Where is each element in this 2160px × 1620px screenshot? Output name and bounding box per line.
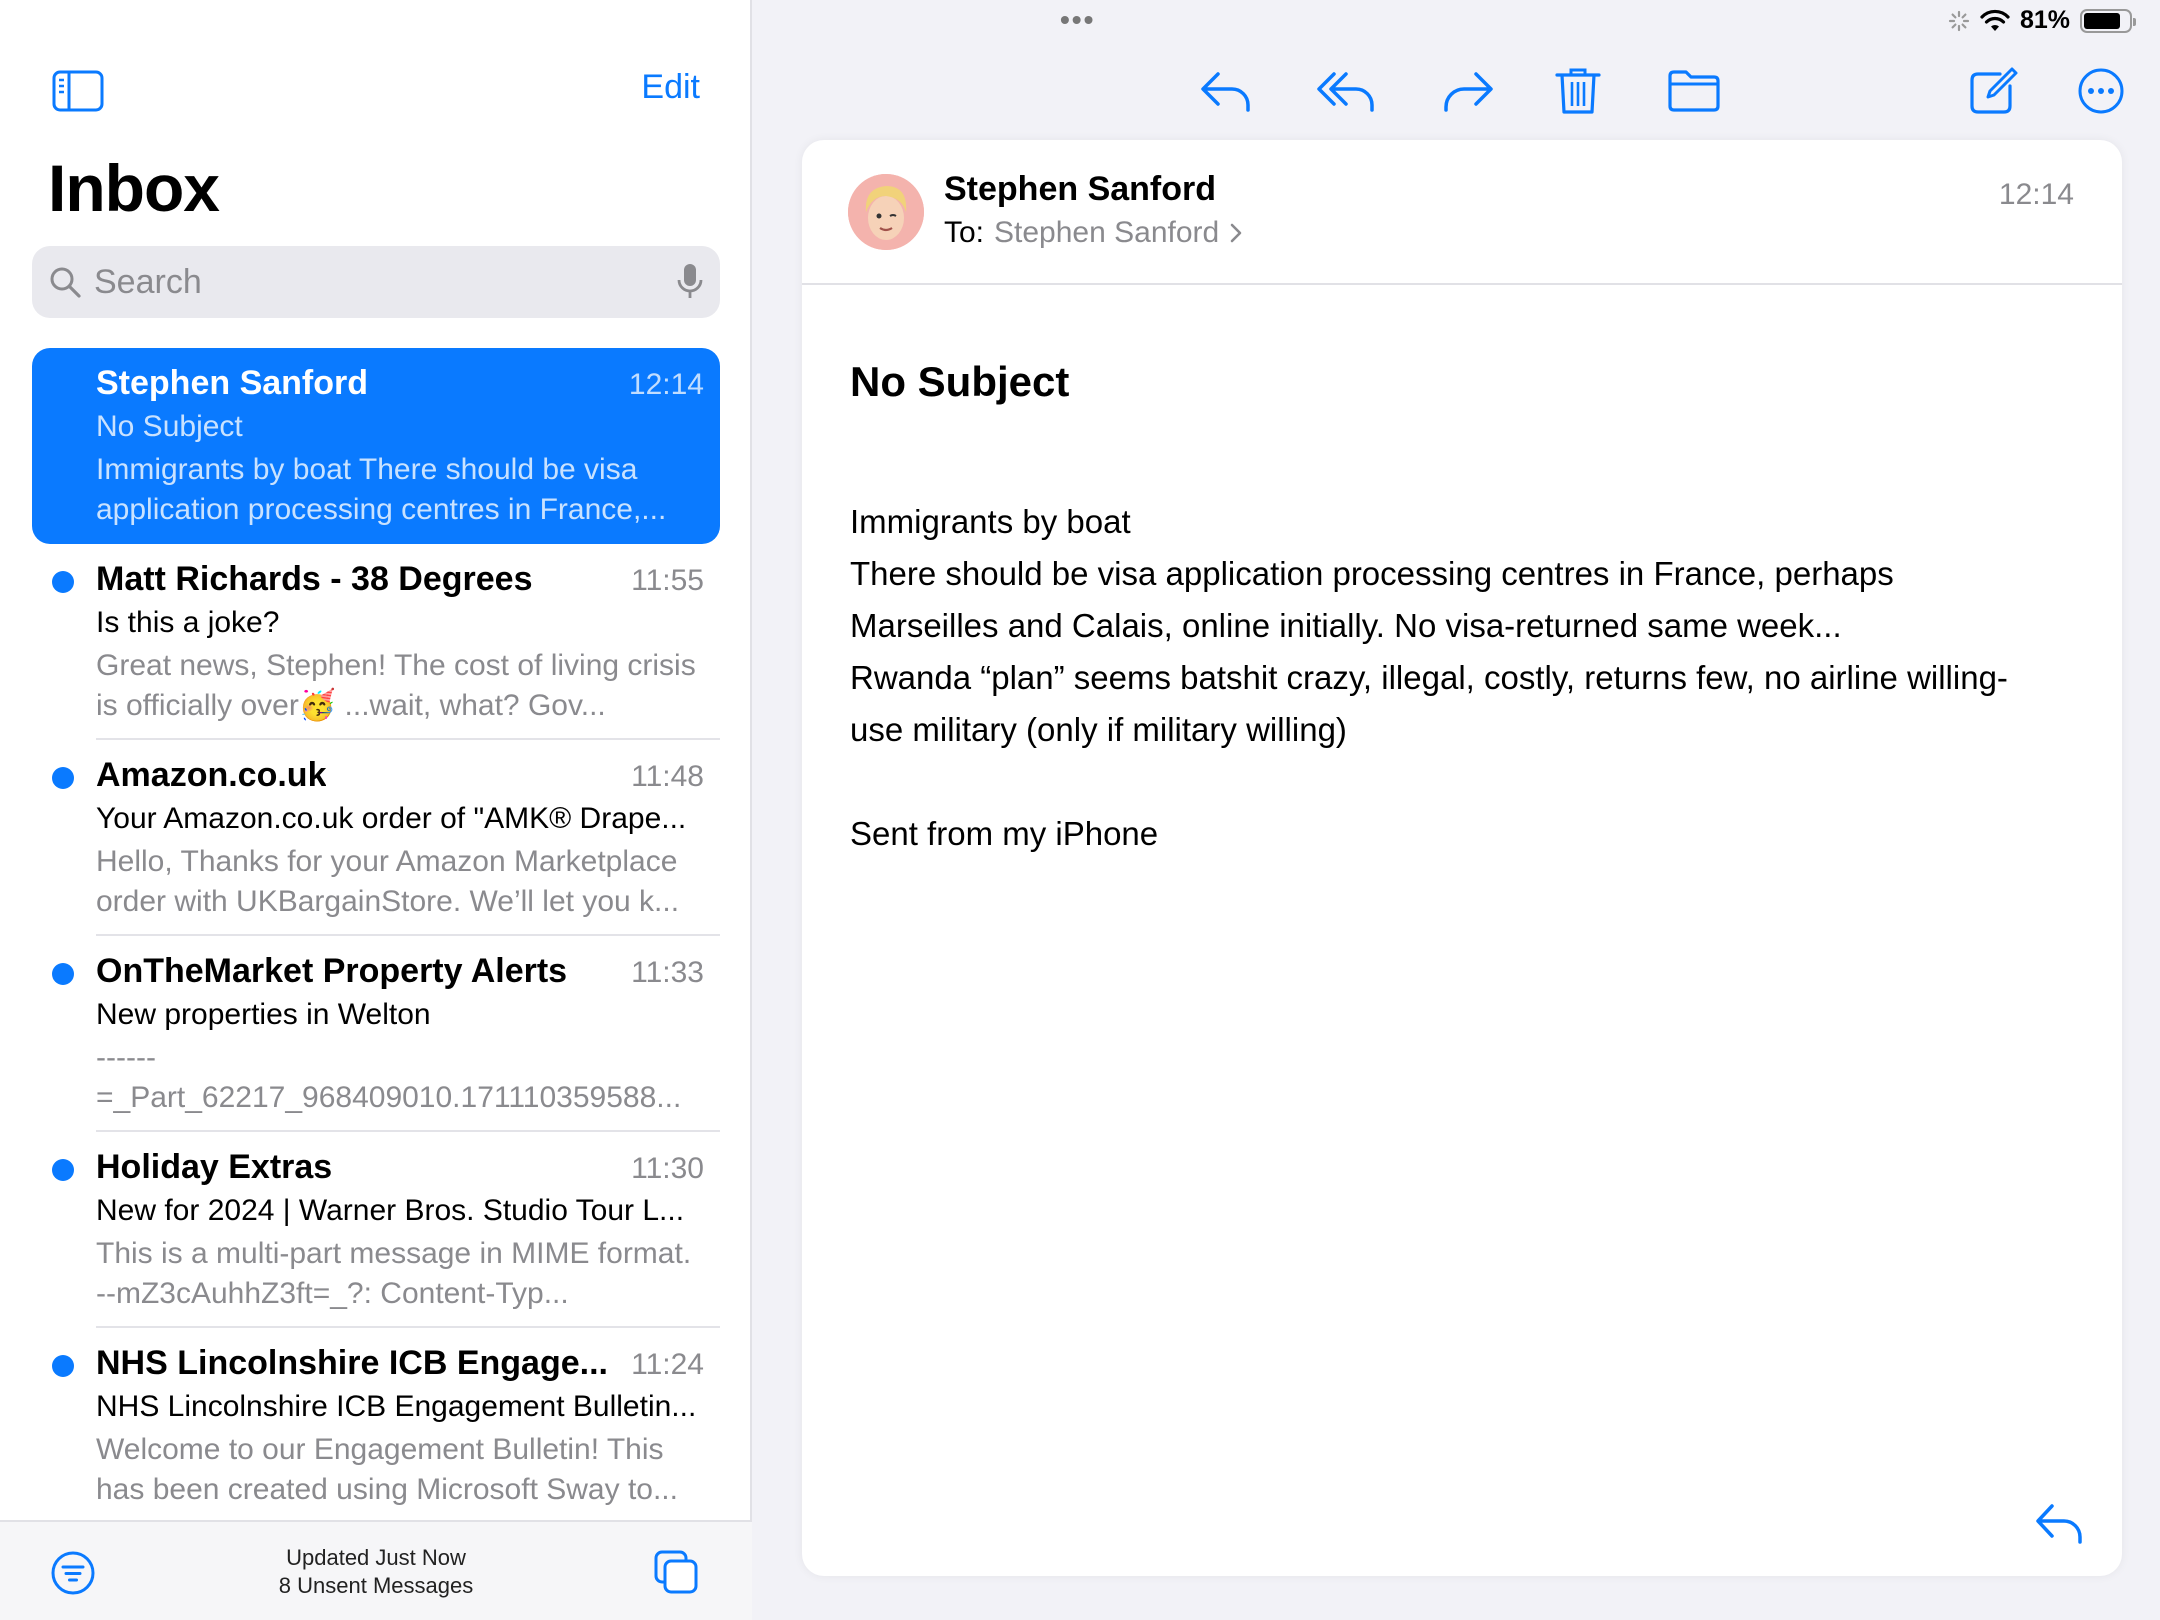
trash-icon[interactable] [1554, 66, 1602, 116]
recipient-name[interactable]: Stephen Sanford [994, 216, 1220, 249]
search-icon [48, 265, 82, 299]
memoji-icon [848, 174, 924, 250]
edit-button[interactable]: Edit [641, 68, 700, 106]
message-time: 12:14 [1998, 178, 2074, 211]
sender-name[interactable]: Stephen Sanford [944, 170, 1217, 208]
mail-time: 11:24 [631, 1348, 704, 1381]
message-subject: No Subject [850, 358, 1070, 405]
mail-preview: Hello, Thanks for your Amazon Marketplace order with UKBargainStore. We’ll let you k... [96, 845, 680, 918]
battery-percentage: 81% [2019, 6, 2070, 34]
mail-subject: New properties in Welton [96, 998, 431, 1031]
mail-list-item[interactable] [0, 1328, 752, 1524]
mail-time: 11:55 [631, 564, 704, 597]
body-line: Sent from my iPhone [850, 815, 1159, 852]
reply-icon[interactable] [2034, 1500, 2086, 1548]
unread-dot [52, 963, 74, 985]
mail-list-item[interactable] [0, 1132, 752, 1328]
mail-sender: OnTheMarket Property Alerts [96, 952, 568, 990]
page-title: Inbox [48, 151, 219, 225]
mail-time: 12:14 [628, 368, 704, 401]
mail-sender: Amazon.co.uk [96, 756, 327, 794]
sender-avatar[interactable] [848, 174, 924, 250]
recipient-line[interactable] [944, 216, 1243, 250]
mail-subject: Is this a joke? [96, 606, 280, 639]
mail-list-item[interactable] [0, 936, 752, 1132]
wifi-icon [1980, 9, 2010, 33]
mail-sender: NHS Lincolnshire ICB Engage... [96, 1344, 608, 1382]
body-line: use military (only if military willing) [850, 711, 1347, 748]
battery-icon [2080, 9, 2132, 33]
mail-sender: Holiday Extras [96, 1148, 333, 1186]
sidebar-footer [0, 1520, 752, 1620]
body-line: Immigrants by boat [850, 503, 1131, 540]
microphone-icon[interactable] [676, 262, 704, 302]
mail-subject: New for 2024 | Warner Bros. Studio Tour L... [96, 1194, 685, 1227]
reply-all-icon[interactable] [1316, 66, 1376, 116]
mail-list-item[interactable] [0, 740, 752, 936]
mailbox-sidebar [0, 0, 752, 1620]
footer-status [0, 1544, 752, 1600]
mail-subject: NHS Lincolnshire ICB Engagement Bulletin... [96, 1390, 697, 1423]
body-line: Rwanda “plan” seems batshit crazy, illegal, costly, returns few, no airline willing- [850, 659, 2008, 696]
mail-sender: Matt Richards - 38 Degrees [96, 560, 533, 598]
body-line [850, 756, 2080, 808]
mail-time: 11:30 [631, 1152, 704, 1185]
sidebar-toggle-icon[interactable] [52, 70, 104, 112]
folder-icon[interactable] [1666, 66, 1722, 116]
mail-list-item[interactable] [32, 348, 720, 544]
mail-subject: No Subject [96, 410, 243, 443]
compose-icon[interactable] [1966, 66, 2022, 116]
forward-icon[interactable] [1440, 66, 1496, 116]
unread-dot [52, 1355, 74, 1377]
mail-preview: This is a multi-part message in MIME format. --mZ3cAuhhZ3ft=_?: Content-Typ... [96, 1237, 692, 1310]
unread-dot [52, 767, 74, 789]
unsent-count: 8 Unsent Messages [278, 1573, 474, 1598]
mail-preview: ------ =_Part_62217_968409010.171110359588... [96, 1041, 682, 1114]
unread-dot [52, 1159, 74, 1181]
multitasking-dots[interactable]: ••• [1060, 4, 1096, 35]
to-label: To: [944, 216, 985, 249]
status-bar-right [1948, 6, 2132, 35]
mail-preview: Great news, Stephen! The cost of living crisis is officially over🥳 ...wait, what? Gov... [96, 649, 696, 722]
mail-preview: Immigrants by boat There should be visa application processing centres in France,... [96, 453, 667, 526]
mail-list [0, 348, 752, 1524]
more-icon[interactable] [2076, 66, 2126, 116]
header-divider [802, 283, 2122, 285]
unread-dot [52, 571, 74, 593]
loading-icon [1948, 10, 1970, 32]
mail-preview: Welcome to our Engagement Bulletin! This has been created using Microsoft Sway to... [96, 1433, 678, 1506]
search-input[interactable] [94, 263, 676, 302]
search-bar[interactable] [32, 246, 720, 318]
mail-subject: Your Amazon.co.uk order of "AMK® Drape... [96, 802, 687, 835]
body-line: Marseilles and Calais, online initially. No visa-returned same week... [850, 607, 1842, 644]
chevron-right-icon [1229, 221, 1243, 245]
stacked-windows-icon[interactable] [652, 1548, 700, 1596]
mail-list-item[interactable] [0, 544, 752, 740]
body-line: There should be visa application processing centres in France, perhaps [850, 555, 1894, 592]
update-status: Updated Just Now [286, 1545, 466, 1570]
mail-time: 11:48 [631, 760, 704, 793]
reply-icon[interactable] [1198, 66, 1254, 116]
battery-fill [2084, 13, 2120, 29]
mail-time: 11:33 [631, 956, 704, 989]
mail-sender: Stephen Sanford [96, 364, 369, 402]
message-body [850, 496, 2080, 860]
message-view [802, 140, 2122, 1576]
